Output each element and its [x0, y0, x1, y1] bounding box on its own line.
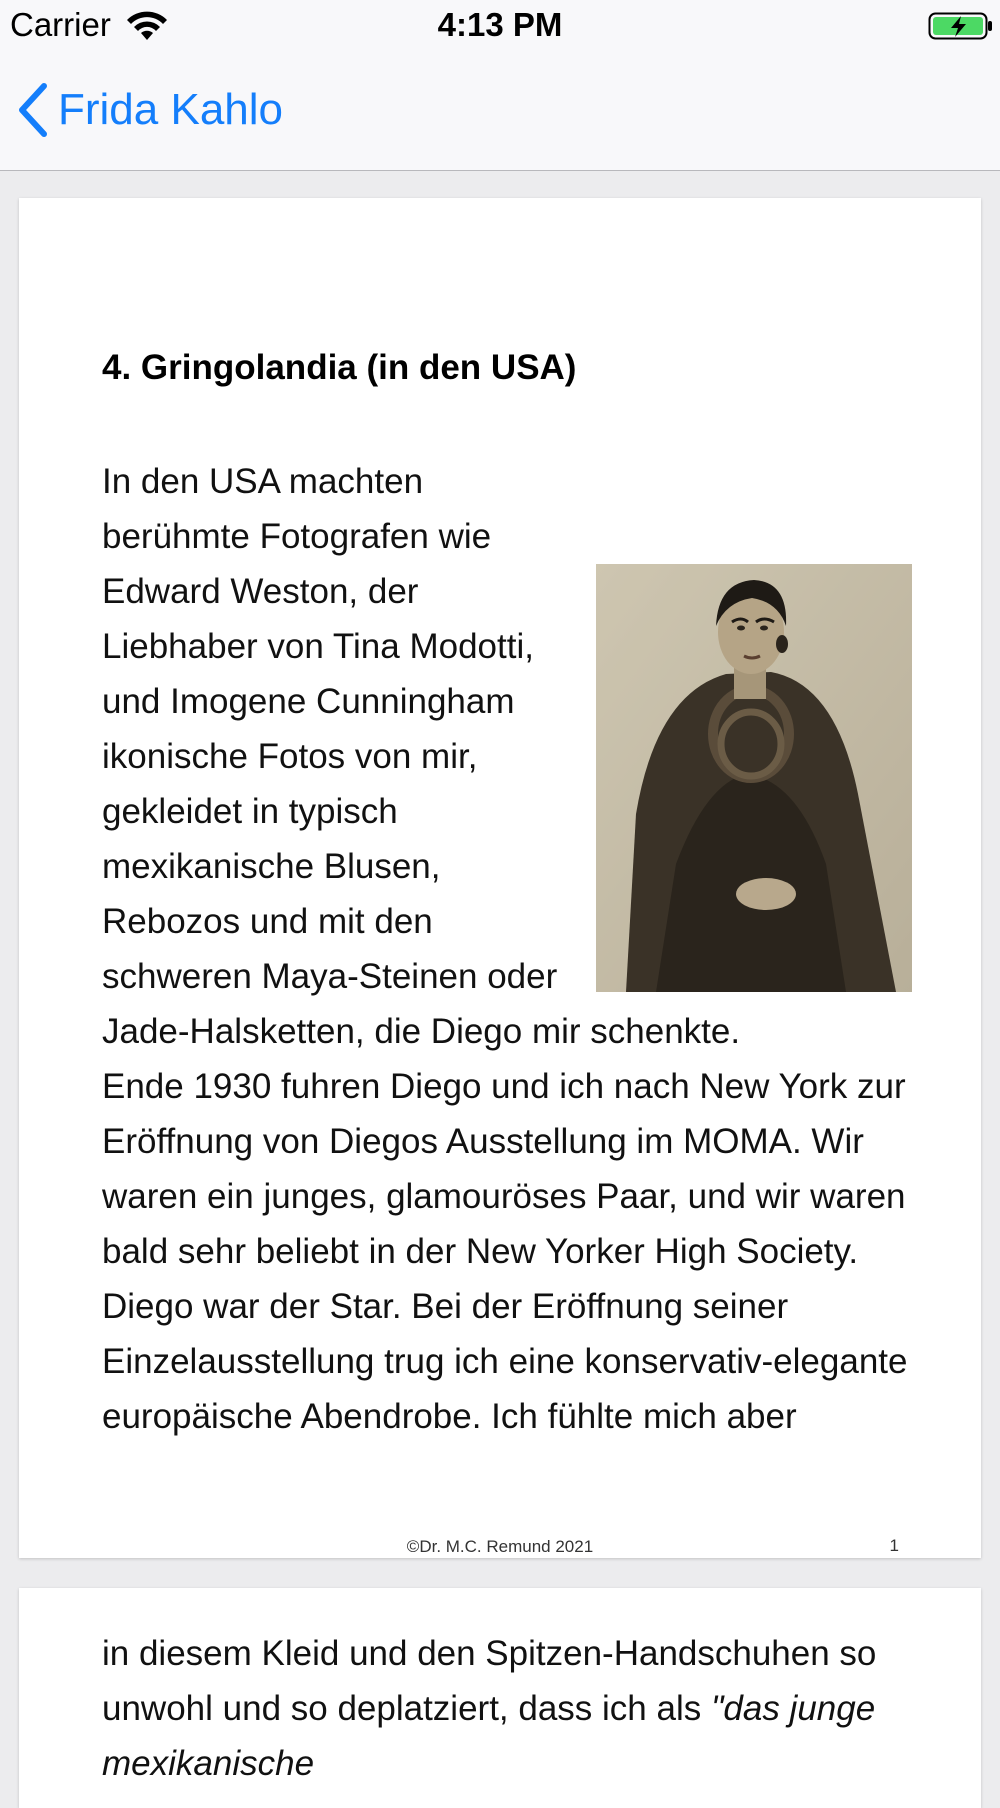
navigation-bar: [0, 50, 1000, 171]
document-page-1: [19, 198, 981, 1558]
page-body-text: [102, 454, 912, 1444]
chevron-left-icon: [14, 82, 50, 138]
back-button[interactable]: [14, 80, 283, 140]
battery-charging-icon: [928, 10, 994, 42]
footer-copyright: ©Dr. M.C. Remund 2021: [406, 1537, 594, 1556]
portrait-image: [596, 564, 912, 992]
paragraph-1-text: In den USA machten berühmte Fotografen wie Edward Weston, der Liebhaber von Tina Modotti, und Imogene Cunningham ikonische Fotos von mir, gekleidet in typisch mexikanische Blusen, Rebozos und mit den schweren Maya-Steinen oder Jade-Halsketten, die Diego mir schenkte.: [102, 462, 741, 1051]
section-heading: 4. Gringolandia (in den USA): [102, 348, 577, 387]
paragraph-2: Ende 1930 fuhren Diego und ich nach New York zur Eröffnung von Diegos Ausstellung im MOMA. Wir waren ein junges, glamouröses Paar, und wir waren bald sehr beliebt in der New Yorker High Society. Diego war der Star. Bei der Eröffnung seiner Einzelausstellung trug ich eine konservativ-elegante europäische Abendrobe. Ich fühlte mich aber: [102, 1067, 908, 1436]
page-2-body-text: [102, 1626, 912, 1791]
status-time: 4:13 PM: [437, 6, 563, 43]
carrier-label: Carrier: [10, 6, 111, 43]
page-number: 1: [889, 1536, 899, 1555]
page-2-text-start: in diesem Kleid und den Spitzen-Handschuhen so unwohl und so deplatziert, dass ich als: [102, 1634, 877, 1728]
status-bar: [0, 0, 1000, 50]
back-button-label: Frida Kahlo: [58, 85, 284, 134]
document-page-2: [19, 1588, 981, 1808]
page-2-text-italic: "das junge mexikanische: [102, 1689, 876, 1783]
paragraph-1: [102, 454, 912, 1059]
frida-kahlo-photo: [596, 564, 912, 992]
